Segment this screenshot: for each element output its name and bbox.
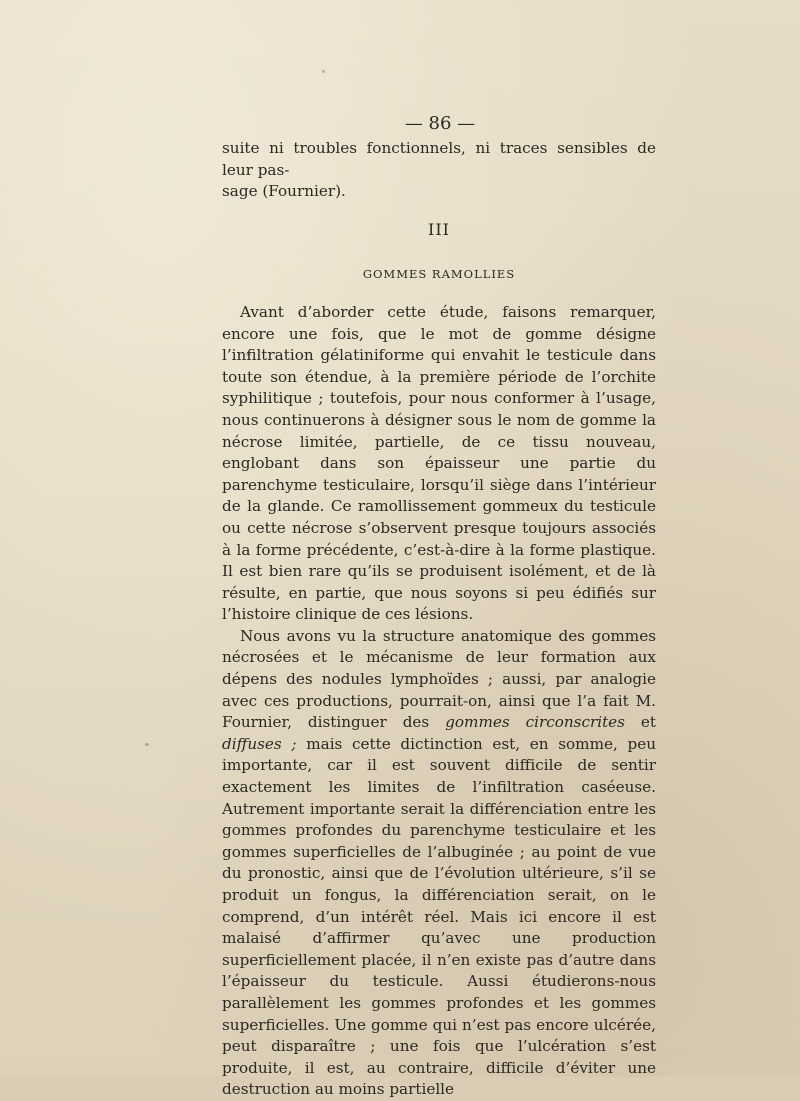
paper-speck (322, 70, 325, 73)
page-number: — 86 — (404, 113, 476, 134)
section-number: III (428, 219, 450, 239)
opening-line-2: sage (Fournier). (222, 182, 346, 201)
paper-speck (145, 743, 149, 746)
paragraph-2-text-end: mais cette dictinction est, en somme, peu importante, car il est souvent difficile de sentir exactement les limites de l’infiltration caséeuse. Autrement importante serait la différenciation entre les gommes profondes du parenchyme testiculaire et les gommes superficielles de l’albuginée ; au point de vue du pronostic, ainsi que de l’évolution ultérieure, s’il se produit un fongus, la différenciation serait, on le comprend, d’un intérêt réel. Mais ici encore il est malaisé d’affirmer qu’avec une production superficiellement placée, il n’en existe pas d’autre dans l’épaisseur du testicule. Aussi étudierons-nous parallèlement les gommes profondes et les gommes superficielles. Une gomme qui n’est pas encore ulcérée, peut disparaître ; une fois que l’ulcération s’est produite, il est, au contraire, difficile d’éviter une destruction au moins partielle (222, 734, 656, 1099)
opening-text (222, 138, 656, 203)
section-title: GOMMES RAMOLLIES (362, 267, 516, 282)
paragraph-2 (222, 626, 656, 1101)
paragraph-1: Avant d’aborder cette étude, faisons remarquer, encore une fois, que le mot de gomme désigne l’infiltration gélatiniforme qui envahit le testicule dans toute son étendue, à la première période de l’orchite syphilitique ; toutefois, pour nous conformer à l’usage, nous continuerons à désigner sous le nom de gomme la nécrose limitée, partielle, de ce tissu nouveau, englobant dans son épaisseur une partie du parenchyme testiculaire, lorsqu’il siège dans l’intérieur de la glande. Ce ramollissement gommeux du testicule ou cette nécrose s’observent presque toujours associés à la forme précédente, c’est-à-dire à la forme plastique. Il est bien rare qu’ils se produisent isolément, et de là résulte, en partie, que nous soyons si peu édifiés sur l’histoire clinique de ces lésions. (222, 302, 656, 624)
page-body (222, 138, 656, 1101)
italic-term-circonscrites: gommes circonscrites (445, 713, 625, 732)
paragraph-2-text-start: Nous avons vu la structure anatomique des gommes nécrosées et le mécanisme de leur formation aux dépens des nodules lymphoïdes ; aussi, par analogie avec ces productions, pourrait-on, ainsi que l’a fait M. Fournier, distinguer des (222, 626, 656, 732)
opening-line-1: suite ni troubles fonctionnels, ni traces sensibles de leur pas- (222, 139, 656, 179)
italic-term-diffuses: diffuses ; (222, 734, 297, 753)
paragraph-2-connector: et (624, 713, 657, 732)
